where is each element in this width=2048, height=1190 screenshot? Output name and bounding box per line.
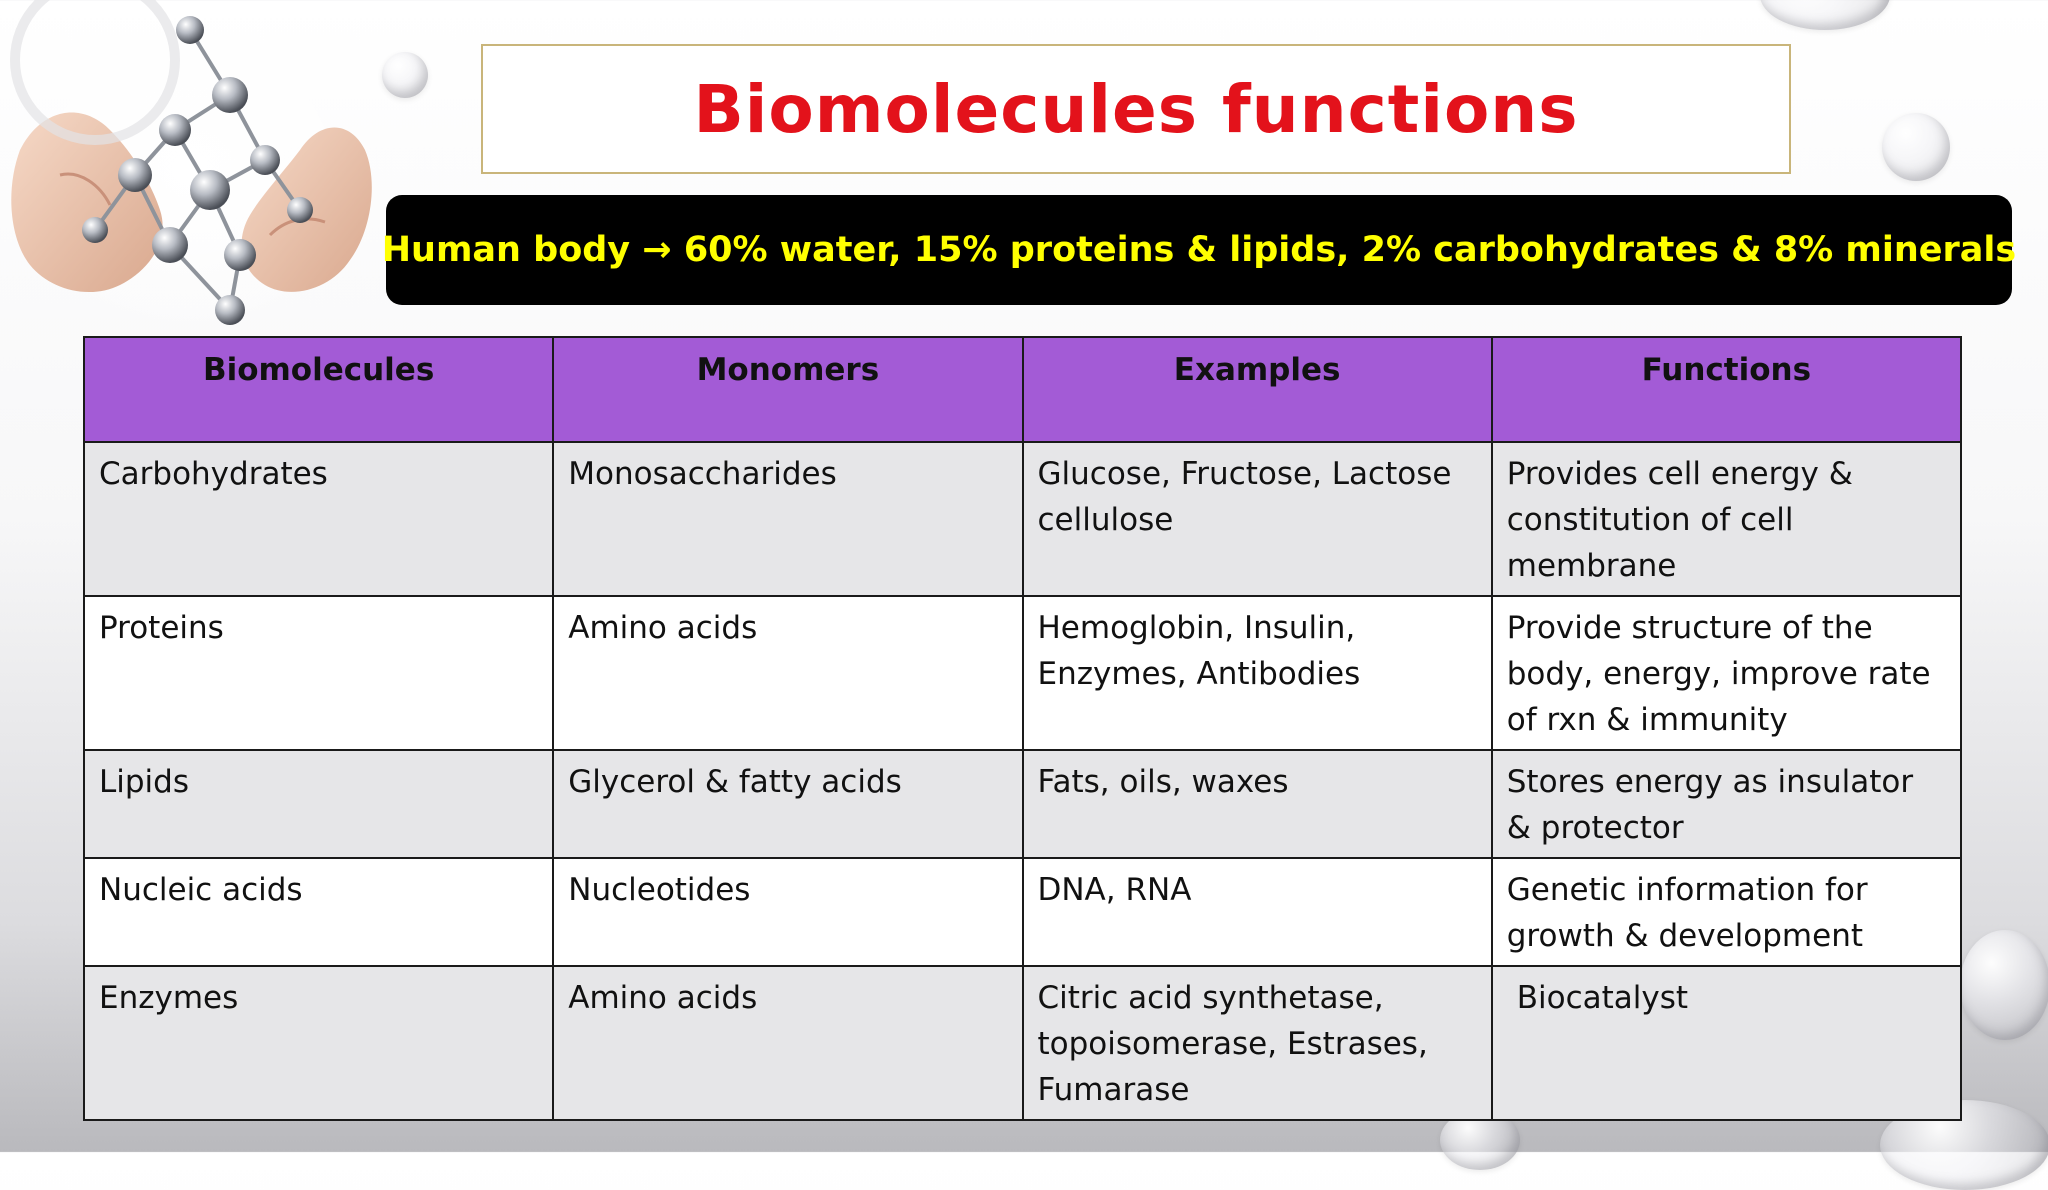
monomer-cell: Amino acids <box>553 966 1022 1120</box>
biomolecule-cell: Proteins <box>84 596 553 750</box>
functions-cell: Provide structure of the body, energy, improve rate of rxn & immunity <box>1492 596 1961 750</box>
title-box <box>481 44 1791 174</box>
slide-title: Biomolecules functions <box>693 70 1579 148</box>
examples-cell: Glucose, Fructose, Lactose cellulose <box>1023 442 1492 596</box>
functions-cell: Provides cell energy & constitution of cell membrane <box>1492 442 1961 596</box>
header-monomers: Monomers <box>553 337 1022 442</box>
monomer-cell: Monosaccharides <box>553 442 1022 596</box>
bubble-decoration <box>1960 930 2048 1040</box>
bubble-decoration <box>1760 0 1890 30</box>
hands-holding-molecule-icon <box>0 0 380 340</box>
header-biomolecules: Biomolecules <box>84 337 553 442</box>
header-functions: Functions <box>1492 337 1961 442</box>
bubble-decoration <box>1882 113 1950 181</box>
monomer-cell: Amino acids <box>553 596 1022 750</box>
functions-cell: Genetic information for growth & development <box>1492 858 1961 966</box>
biomolecule-cell: Enzymes <box>84 966 553 1120</box>
table-row <box>84 750 1961 858</box>
examples-cell: Fats, oils, waxes <box>1023 750 1492 858</box>
table-row <box>84 596 1961 750</box>
banner-text: Human body → 60% water, 15% proteins & lipids, 2% carbohydrates & 8% minerals <box>381 230 2017 270</box>
examples-cell: Citric acid synthetase, topoisomerase, Estrases, Fumarase <box>1023 966 1492 1120</box>
examples-cell: DNA, RNA <box>1023 858 1492 966</box>
composition-banner <box>381 195 2017 305</box>
table-row <box>84 966 1961 1120</box>
monomer-cell: Nucleotides <box>553 858 1022 966</box>
header-examples: Examples <box>1023 337 1492 442</box>
biomolecule-cell: Lipids <box>84 750 553 858</box>
biomolecules-table <box>83 336 1962 1121</box>
table-row <box>84 442 1961 596</box>
table-header-row <box>84 337 1961 442</box>
monomer-cell: Glycerol & fatty acids <box>553 750 1022 858</box>
biomolecule-cell: Carbohydrates <box>84 442 553 596</box>
bubble-decoration <box>382 52 428 98</box>
functions-cell: Biocatalyst <box>1492 966 1961 1120</box>
examples-cell: Hemoglobin, Insulin, Enzymes, Antibodies <box>1023 596 1492 750</box>
functions-cell: Stores energy as insulator & protector <box>1492 750 1961 858</box>
biomolecule-cell: Nucleic acids <box>84 858 553 966</box>
table-row <box>84 858 1961 966</box>
